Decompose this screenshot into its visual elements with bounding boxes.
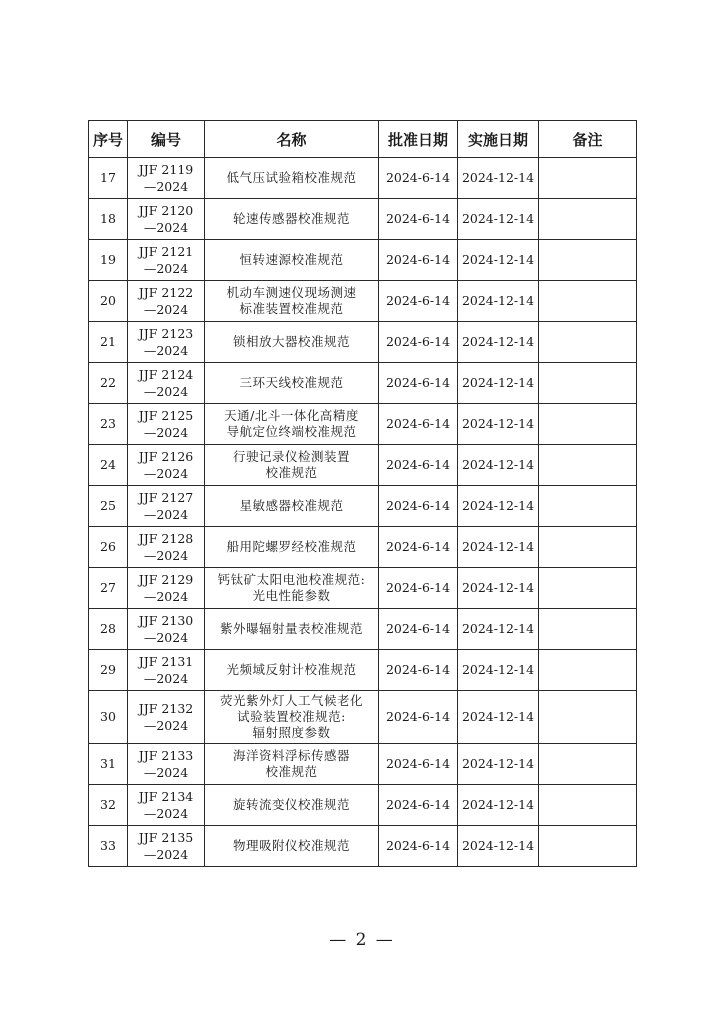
code-line-2: —2024 — [143, 806, 189, 821]
cell-seq: 30 — [89, 691, 128, 744]
cell-code — [128, 445, 205, 486]
table-row — [89, 527, 637, 568]
code-line-1: JJF 2134 — [138, 789, 194, 804]
cell-approval-date: 2024-6-14 — [379, 826, 458, 867]
cell-implementation-date: 2024-12-14 — [458, 568, 539, 609]
cell-code — [128, 404, 205, 445]
name-line-2: 校准规范 — [265, 465, 318, 480]
name-line-1: 光频域反射计校准规范 — [226, 662, 357, 677]
cell-code — [128, 785, 205, 826]
table-row — [89, 199, 637, 240]
code-line-2: —2024 — [143, 548, 189, 563]
code-line-1: JJF 2122 — [138, 285, 194, 300]
cell-note — [539, 322, 637, 363]
cell-note — [539, 691, 637, 744]
code-line-1: JJF 2128 — [138, 531, 194, 546]
cell-name — [205, 445, 379, 486]
name-line-2: 标准装置校准规范 — [239, 301, 344, 316]
cell-name — [205, 826, 379, 867]
cell-note — [539, 158, 637, 199]
cell-seq: 23 — [89, 404, 128, 445]
code-line-1: JJF 2123 — [138, 326, 194, 341]
cell-name — [205, 240, 379, 281]
table-row — [89, 363, 637, 404]
cell-name — [205, 650, 379, 691]
name-line-1: 船用陀螺罗经校准规范 — [226, 539, 357, 554]
cell-name — [205, 158, 379, 199]
code-line-1: JJF 2135 — [138, 830, 194, 845]
code-line-2: —2024 — [143, 507, 189, 522]
cell-seq: 17 — [89, 158, 128, 199]
page-number: — 2 — — [329, 930, 395, 950]
cell-implementation-date: 2024-12-14 — [458, 322, 539, 363]
code-line-2: —2024 — [143, 220, 189, 235]
code-line-1: JJF 2126 — [138, 449, 194, 464]
table-row — [89, 744, 637, 785]
cell-seq: 28 — [89, 609, 128, 650]
cell-seq: 26 — [89, 527, 128, 568]
code-line-1: JJF 2130 — [138, 613, 194, 628]
cell-note — [539, 527, 637, 568]
cell-implementation-date: 2024-12-14 — [458, 744, 539, 785]
table-row — [89, 826, 637, 867]
cell-approval-date: 2024-6-14 — [379, 404, 458, 445]
name-line-1: 低气压试验箱校准规范 — [226, 170, 357, 185]
cell-implementation-date: 2024-12-14 — [458, 199, 539, 240]
code-line-1: JJF 2132 — [138, 701, 194, 716]
name-line-1: 锁相放大器校准规范 — [232, 334, 350, 349]
cell-approval-date: 2024-6-14 — [379, 158, 458, 199]
cell-seq: 22 — [89, 363, 128, 404]
cell-note — [539, 199, 637, 240]
cell-note — [539, 240, 637, 281]
cell-name — [205, 404, 379, 445]
name-line-1: 轮速传感器校准规范 — [232, 211, 350, 226]
name-line-1: 三环天线校准规范 — [239, 375, 344, 390]
table-body — [89, 158, 637, 867]
cell-seq: 24 — [89, 445, 128, 486]
table-row — [89, 445, 637, 486]
cell-approval-date: 2024-6-14 — [379, 486, 458, 527]
cell-note — [539, 404, 637, 445]
cell-approval-date: 2024-6-14 — [379, 281, 458, 322]
cell-implementation-date: 2024-12-14 — [458, 404, 539, 445]
name-line-1: 天通/北斗一体化高精度 — [224, 408, 359, 423]
cell-implementation-date: 2024-12-14 — [458, 691, 539, 744]
cell-code — [128, 322, 205, 363]
cell-name — [205, 322, 379, 363]
cell-code — [128, 486, 205, 527]
cell-implementation-date: 2024-12-14 — [458, 445, 539, 486]
cell-note — [539, 650, 637, 691]
cell-note — [539, 568, 637, 609]
cell-note — [539, 744, 637, 785]
name-line-2: 导航定位终端校准规范 — [226, 424, 357, 439]
code-line-2: —2024 — [143, 765, 189, 780]
cell-code — [128, 691, 205, 744]
table-row — [89, 158, 637, 199]
standards-table — [88, 120, 637, 867]
name-line-1: 海洋资料浮标传感器 — [232, 748, 350, 763]
cell-name — [205, 568, 379, 609]
cell-code — [128, 240, 205, 281]
name-line-1: 钙钛矿太阳电池校准规范: — [217, 572, 366, 587]
cell-code — [128, 527, 205, 568]
cell-name — [205, 199, 379, 240]
cell-code — [128, 744, 205, 785]
table-row — [89, 486, 637, 527]
cell-implementation-date: 2024-12-14 — [458, 158, 539, 199]
table-row — [89, 322, 637, 363]
cell-approval-date: 2024-6-14 — [379, 650, 458, 691]
table-row — [89, 691, 637, 744]
table-row — [89, 240, 637, 281]
cell-implementation-date: 2024-12-14 — [458, 240, 539, 281]
cell-approval-date: 2024-6-14 — [379, 363, 458, 404]
cell-seq: 33 — [89, 826, 128, 867]
cell-seq: 27 — [89, 568, 128, 609]
cell-note — [539, 826, 637, 867]
name-line-1: 行驶记录仪检测装置 — [232, 449, 350, 464]
cell-name — [205, 363, 379, 404]
cell-name — [205, 281, 379, 322]
cell-code — [128, 826, 205, 867]
cell-seq: 25 — [89, 486, 128, 527]
code-line-2: —2024 — [143, 630, 189, 645]
name-line-1: 荧光紫外灯人工气候老化 — [219, 693, 363, 708]
code-line-1: JJF 2124 — [138, 367, 194, 382]
cell-approval-date: 2024-6-14 — [379, 744, 458, 785]
cell-seq: 18 — [89, 199, 128, 240]
name-line-1: 紫外曝辐射量表校准规范 — [219, 621, 363, 636]
code-line-2: —2024 — [143, 425, 189, 440]
cell-name — [205, 744, 379, 785]
header-approval-date: 批准日期 — [379, 121, 458, 158]
cell-note — [539, 363, 637, 404]
cell-code — [128, 363, 205, 404]
cell-implementation-date: 2024-12-14 — [458, 609, 539, 650]
table-row — [89, 785, 637, 826]
cell-seq: 32 — [89, 785, 128, 826]
code-line-2: —2024 — [143, 261, 189, 276]
code-line-2: —2024 — [143, 671, 189, 686]
cell-note — [539, 281, 637, 322]
cell-seq: 31 — [89, 744, 128, 785]
header-note: 备注 — [539, 121, 637, 158]
cell-seq: 19 — [89, 240, 128, 281]
cell-implementation-date: 2024-12-14 — [458, 785, 539, 826]
table-header-row — [89, 121, 637, 158]
cell-note — [539, 486, 637, 527]
code-line-1: JJF 2133 — [138, 748, 194, 763]
table-row — [89, 609, 637, 650]
code-line-1: JJF 2121 — [138, 244, 194, 259]
cell-name — [205, 609, 379, 650]
code-line-1: JJF 2120 — [138, 203, 194, 218]
cell-implementation-date: 2024-12-14 — [458, 527, 539, 568]
table-row — [89, 650, 637, 691]
cell-implementation-date: 2024-12-14 — [458, 826, 539, 867]
cell-approval-date: 2024-6-14 — [379, 527, 458, 568]
code-line-2: —2024 — [143, 302, 189, 317]
table-row — [89, 568, 637, 609]
header-code: 编号 — [128, 121, 205, 158]
code-line-2: —2024 — [143, 179, 189, 194]
cell-approval-date: 2024-6-14 — [379, 199, 458, 240]
cell-code — [128, 158, 205, 199]
code-line-2: —2024 — [143, 466, 189, 481]
cell-implementation-date: 2024-12-14 — [458, 363, 539, 404]
cell-approval-date: 2024-6-14 — [379, 609, 458, 650]
cell-approval-date: 2024-6-14 — [379, 322, 458, 363]
cell-approval-date: 2024-6-14 — [379, 691, 458, 744]
cell-implementation-date: 2024-12-14 — [458, 281, 539, 322]
cell-implementation-date: 2024-12-14 — [458, 650, 539, 691]
code-line-1: JJF 2119 — [138, 162, 194, 177]
code-line-1: JJF 2125 — [138, 408, 194, 423]
code-line-2: —2024 — [143, 718, 189, 733]
name-line-1: 机动车测速仪现场测速 — [226, 285, 357, 300]
code-line-1: JJF 2129 — [138, 572, 194, 587]
cell-name — [205, 486, 379, 527]
cell-seq: 21 — [89, 322, 128, 363]
cell-note — [539, 609, 637, 650]
header-implementation-date: 实施日期 — [458, 121, 539, 158]
code-line-2: —2024 — [143, 384, 189, 399]
code-line-1: JJF 2127 — [138, 490, 194, 505]
name-line-2: 校准规范 — [265, 764, 318, 779]
name-line-1: 恒转速源校准规范 — [239, 252, 344, 267]
cell-implementation-date: 2024-12-14 — [458, 486, 539, 527]
cell-code — [128, 609, 205, 650]
code-line-2: —2024 — [143, 847, 189, 862]
header-seq: 序号 — [89, 121, 128, 158]
cell-name — [205, 785, 379, 826]
name-line-1: 星敏感器校准规范 — [239, 498, 344, 513]
cell-approval-date: 2024-6-14 — [379, 568, 458, 609]
name-line-1: 物理吸附仪校准规范 — [232, 838, 350, 853]
code-line-2: —2024 — [143, 589, 189, 604]
cell-name — [205, 691, 379, 744]
table-row — [89, 281, 637, 322]
cell-code — [128, 650, 205, 691]
cell-seq: 20 — [89, 281, 128, 322]
cell-note — [539, 785, 637, 826]
name-line-2: 试验装置校准规范: — [237, 709, 346, 724]
cell-approval-date: 2024-6-14 — [379, 445, 458, 486]
cell-approval-date: 2024-6-14 — [379, 785, 458, 826]
code-line-1: JJF 2131 — [138, 654, 194, 669]
cell-note — [539, 445, 637, 486]
cell-code — [128, 199, 205, 240]
code-line-2: —2024 — [143, 343, 189, 358]
table-row — [89, 404, 637, 445]
cell-name — [205, 527, 379, 568]
name-line-3: 辐射照度参数 — [252, 725, 331, 740]
cell-code — [128, 281, 205, 322]
name-line-1: 旋转流变仪校准规范 — [232, 797, 350, 812]
cell-approval-date: 2024-6-14 — [379, 240, 458, 281]
cell-seq: 29 — [89, 650, 128, 691]
name-line-2: 光电性能参数 — [252, 588, 331, 603]
header-name: 名称 — [205, 121, 379, 158]
cell-code — [128, 568, 205, 609]
